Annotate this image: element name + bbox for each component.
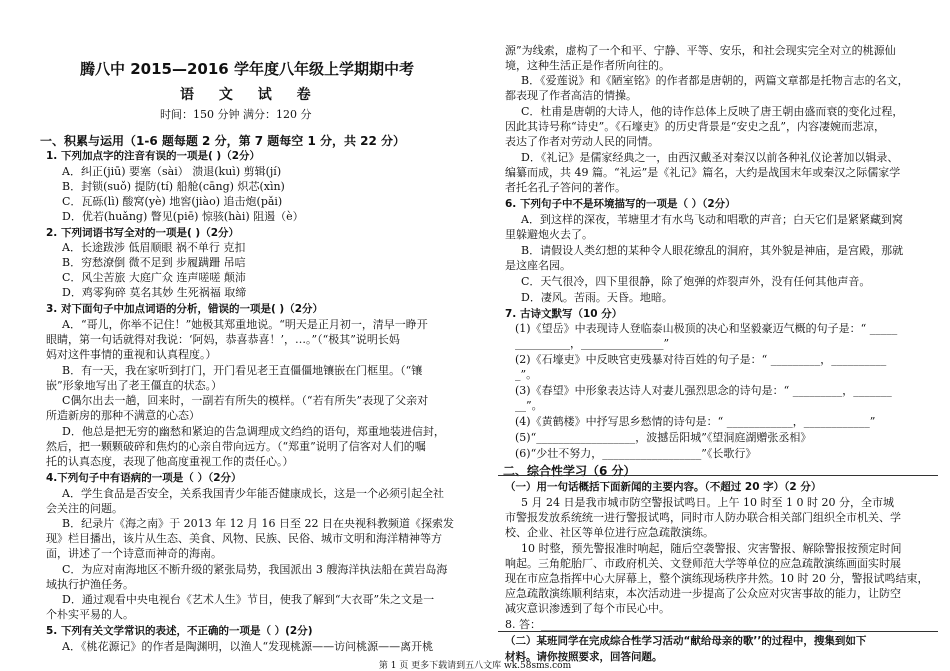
left-text-line: 1. 下列加点字的注音有误的一项是( )（2分）: [46, 150, 261, 162]
right-text-line: D．《礼记》是儒家经典之一，由西汉戴圣对秦汉以前各种礼仪论著加以辑录、: [521, 151, 899, 164]
left-text-line: 所造新房的那种不满意的心态）: [46, 409, 200, 422]
right-text-line: 应急疏散演练顺利结束，本次活动进一步提高了公众应对灾害事故的能力，让防空: [505, 587, 901, 600]
left-text-line: 时间：150 分钟 满分：120 分: [160, 108, 312, 121]
left-text-line: D．通过观看中央电视台《艺术人生》节目，使我了解到“大衣哥”朱之文是一: [62, 593, 435, 606]
left-text-line: 妈对这件事情的重视和认真程度。）: [46, 348, 217, 361]
right-text-line: B．《爱莲说》和《陋室铭》的作者都是唐朝的，两篇文章都是托物言志的名文，: [521, 74, 909, 87]
right-text-line: 都表现了作者高洁的情操。: [505, 89, 637, 102]
left-text-line: B．纪录片《海之南》于 2013 年 12 月 16 日至 22 日在央视科教频道《探索发: [62, 517, 455, 530]
right-text-line: （一）用一句话概括下面新闻的主要内容。（不超过 20 字）（2 分）: [505, 481, 822, 493]
answer-rule: [498, 631, 938, 632]
left-text-line: B．封锁(suǒ) 提防(tí) 船舱(cāng) 炽芯(xìn): [62, 180, 285, 193]
right-text-line: 源”为线索，虚构了一个和平、宁静、平等、安乐，和社会现实完全对立的桃源仙: [505, 44, 896, 57]
right-text-line: 二、综合性学习（6 分）: [503, 464, 636, 478]
right-text-line: 10 时整，预先警报准时响起，随后空袭警报、灾害警报、解除警报按预定时间: [521, 542, 902, 555]
right-text-line: 校、企业、社区等单位进行应急疏散演练。: [505, 526, 714, 539]
left-text-line: A．学生食品是否安全，关系我国青少年能否健康成长，这是一个必须引起全社: [62, 487, 444, 500]
right-text-line: 市警报发放系统统一进行警报试鸣，同时市人防办联合相关部门组织全市机关、学: [505, 511, 901, 524]
right-text-line: __________，_______________”: [515, 337, 670, 350]
page-footer: 第 1 页 更多下载请到五八文库 wk.58sms.com: [378, 661, 572, 671]
right-text-line: 表达了作者对劳动人民的同情。: [505, 135, 659, 148]
section-rule: [498, 475, 938, 476]
right-text-line: （二）某班同学在完成综合性学习活动“献给母亲的歌’’的过程中，搜集到如下: [505, 635, 867, 647]
right-text-line: 材料。请你按照要求，回答问题。: [505, 651, 663, 663]
right-text-line: 里躲避炮火去了。: [505, 228, 593, 241]
right-text-line: __”。: [515, 399, 543, 412]
right-text-line: _”。: [515, 368, 538, 381]
left-text-line: C偶尔出去一趟，回来时，一副若有所失的模样。（“若有所失”表现了父亲对: [62, 394, 429, 407]
right-text-line: B．请假设人类幻想的某种令人眼花缭乱的洞府，其外貌是神庙，是宫殿，那就: [521, 244, 904, 257]
right-text-line: (4)《黄鹤楼》中抒写思乡愁情的诗句是：“ ____________，____________”: [515, 415, 876, 428]
left-text-line: 5. 下列有关文学常识的表述，不正确的一项是（ ）(2分): [46, 625, 313, 637]
left-text-line: 托的认真态度，表现了他高度重视工作的责任心。）: [46, 455, 294, 468]
left-text-line: A．“哥儿，你举不记住！”她极其郑重地说。“明天是正月初一，清早一睁开: [62, 318, 428, 331]
right-text-line: (6)“少壮不努力，__________________”《长歌行》: [515, 447, 757, 460]
right-text-line: 者托名孔子答问的著作。: [505, 181, 626, 194]
left-text-line: 腾八中 2015—2016 学年度八年级上学期期中考: [80, 60, 414, 78]
left-text-line: C．为应对南海地区不断升级的紧张局势，我国派出 3 艘海洋执法船在黄岩岛海: [62, 563, 448, 576]
right-text-line: 是这座名园。: [505, 259, 571, 272]
right-text-line: C．杜甫是唐朝的大诗人，他的诗作总体上反映了唐王朝由盛而衰的变化过程，: [521, 105, 904, 118]
left-text-line: 3. 对下面句子中加点词语的分析，错误的一项是( )（2分）: [46, 303, 324, 315]
left-text-line: 4.下列句子中有语病的一项是（ ）（2分）: [46, 472, 242, 484]
left-text-line: 然后，把一颗颗破碎和焦灼的心亲自带向远方。（“郑重”说明了信客对人们的嘱: [46, 440, 426, 453]
right-text-line: 响起。三角舵胎厂、市政府机关、文登师范大学等单位的应急疏散演练画面实时展: [505, 557, 901, 570]
left-text-line: A．长途跋涉 低眉顺眼 祸不单行 克扣: [62, 241, 246, 254]
left-text-line: 2. 下列词语书写全对的一项是( )（2分）: [46, 227, 240, 239]
right-text-line: 境，这种生活正是作者所向往的。: [505, 59, 670, 72]
left-text-line: D．他总是把无穷的幽愁和紧迫的告急调理成文绉绉的语句，郑重地装进信封，: [62, 425, 445, 438]
right-text-line: (1)《望岳》中表现诗人登临泰山极顶的决心和坚毅豪迈气概的句子是：“ _____: [515, 322, 898, 335]
right-text-line: 减灾意识渗透到了每个市民心中。: [505, 602, 670, 615]
right-text-line: 7. 古诗文默写（10 分）: [505, 308, 623, 320]
right-text-line: D．凄风。苦雨。天昏。地暗。: [521, 291, 673, 304]
left-text-line: D．鸡零狗碎 莫名其妙 生死祸福 取缔: [62, 286, 247, 299]
left-text-line: C．风尘苦旅 大庭广众 连声嗟嗟 颠沛: [62, 271, 246, 284]
left-text-line: D．优若(huǎng) 瞥见(piē) 惊骇(hài) 阻遏（è）: [62, 210, 304, 223]
right-text-line: (2)《石壕吏》中反映官吏残暴对待百姓的句子是：“ _________，__________: [515, 353, 887, 366]
left-text-line: A．纠正(jiū) 要塞（sài） 溃退(kuì) 剪辑(jí): [62, 165, 282, 178]
left-text-line: 语 文 试 卷: [180, 87, 321, 103]
right-text-line: A．到这样的深夜，苇塘里才有水鸟飞动和唱歌的声音；白天它们是紧紧藏到窝: [521, 213, 903, 226]
right-text-line: 编纂而成，共 49 篇。“礼运”是《礼记》篇名，大约是战国末年或秦汉之际儒家学: [505, 166, 901, 179]
left-text-line: 现》栏目播出，该片从生态、美食、风物、民族、民俗、城市文明和海洋精神等方: [46, 532, 442, 545]
left-text-line: 个朴实平易的人。: [46, 608, 134, 621]
left-text-line: C．瓦砾(lì) 酸窝(yè) 地窖(jiào) 追击炮(pǎi): [62, 195, 283, 208]
right-text-line: 现在市应急指挥中心大屏幕上，整个演练现场秩序井然。10 时 20 分，警报试鸣结束，: [505, 572, 929, 585]
right-text-line: (3)《春望》中形象表达诗人对妻儿强烈思念的诗句是：“ _________，_______: [515, 384, 892, 397]
left-text-line: 会关注的问题。: [46, 502, 123, 515]
right-text-line: C．天气很冷，四下里很静，除了炮弹的炸裂声外，没有任何其他声音。: [521, 275, 871, 288]
left-text-line: A．《桃花源记》的作者是陶渊明，以渔人“发现桃源——访问桃源——离开桃: [62, 640, 434, 653]
left-text-line: 域执行护渔任务。: [46, 578, 134, 591]
right-text-line: 因此其诗号称“诗史”。《石壕吏》的历史背景是“安史之乱”，内容凄婉而悲凉，: [505, 120, 885, 133]
left-text-line: 眼睛，第一句话就得对我说：‘阿妈，恭喜恭喜！’，…。”（“极其”说明长妈: [46, 333, 400, 346]
right-text-line: 5 月 24 日是我市城市防空警报试鸣日。上午 10 时至 1 0 时 20 分，全市城: [521, 496, 894, 509]
left-text-line: B．有一天，我在家听到打门，开门看见老王直僵僵地镶嵌在门框里。（“镶: [62, 364, 423, 377]
right-text-line: (5)“__________________，波撼岳阳城”《望洞庭湖赠张丞相》: [515, 431, 812, 444]
left-text-line: 嵌”形象地写出了老王僵直的状态。）: [46, 379, 223, 392]
right-text-line: 6. 下列句子中不是环境描写的一项是（ ）（2分）: [505, 198, 736, 210]
left-text-line: 一、积累与运用（1-6 题每题 2 分，第 7 题每空 1 分，共 22 分）: [40, 134, 406, 148]
left-text-line: B．穷愁潦倒 微不足到 步履蹒跚 吊唁: [62, 256, 246, 269]
left-text-line: 面，讲述了一个诗意而神奇的海南。: [46, 547, 222, 560]
right-text-line: 8. 答：_____________________________________________________: [505, 618, 833, 631]
